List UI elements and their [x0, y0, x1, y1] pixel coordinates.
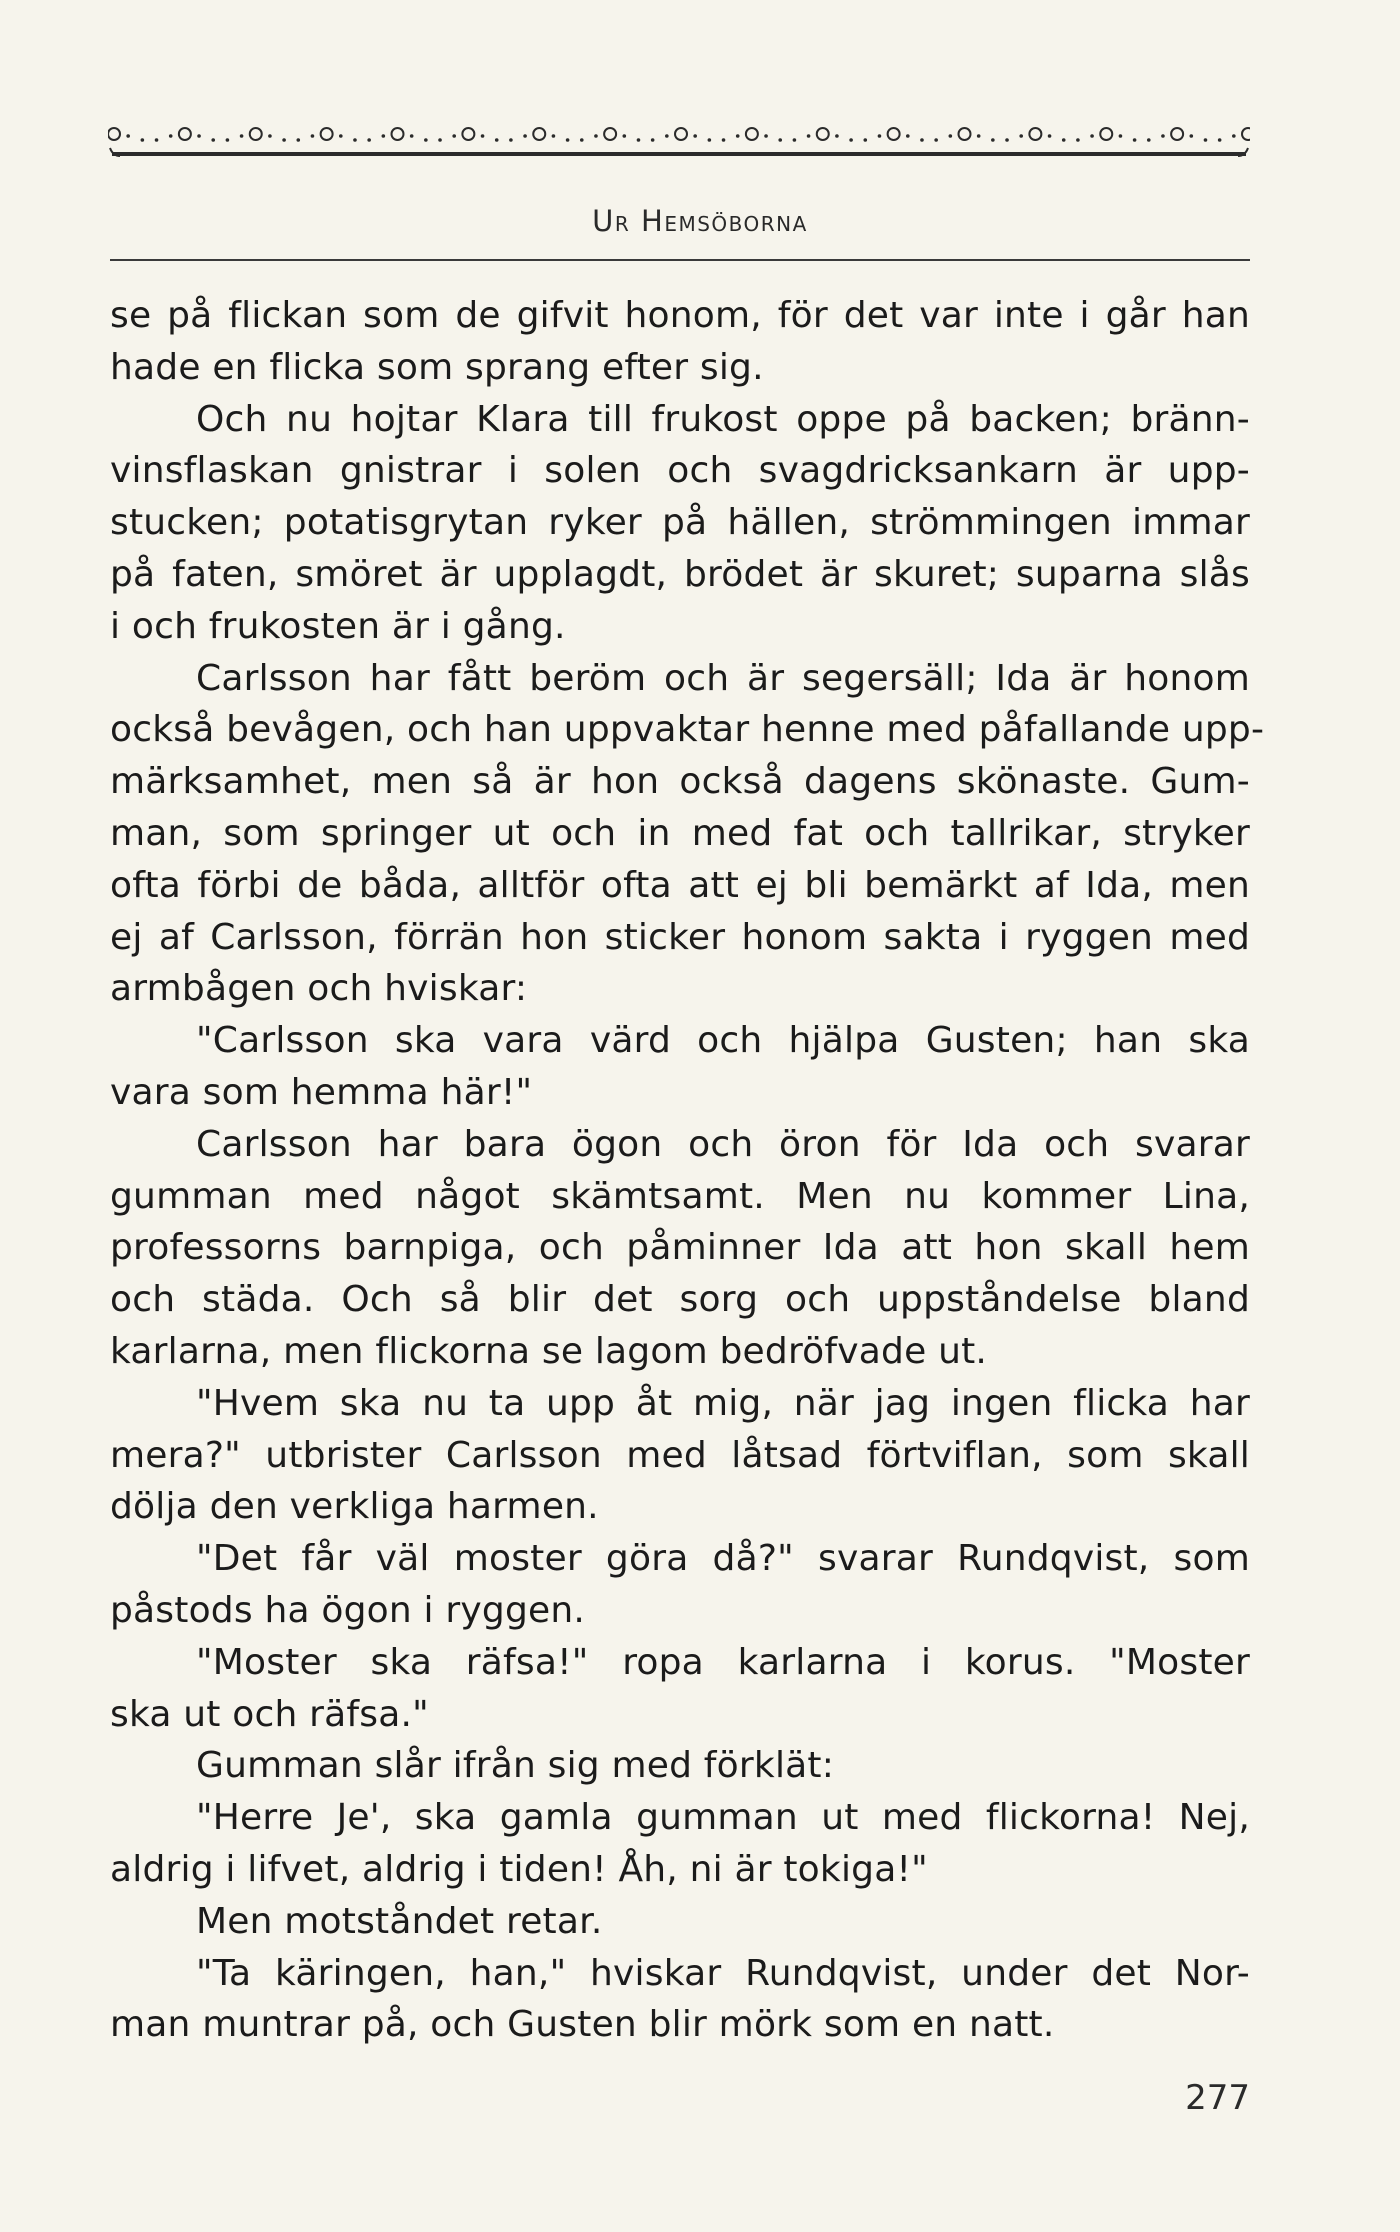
text-line: se på flickan som de gifvit honom, för det var inte i går han	[110, 295, 1250, 336]
dotted-chain-border-icon	[108, 112, 1250, 168]
ornament-dot	[977, 134, 981, 138]
text-line: på faten, smöret är upplagdt, brödet är skuret; suparna slås	[110, 553, 1250, 595]
ornament-ring	[1029, 128, 1041, 140]
ornament-dot	[920, 138, 924, 142]
text-line: "Hvem ska nu ta upp åt mig, när jag ingen flicka har	[196, 1382, 1250, 1424]
text-line: i och frukosten är i gång.	[110, 605, 566, 647]
text-line: man muntrar på, och Gusten blir mörk som en natt.	[110, 2004, 1055, 2046]
ornament-ring	[392, 128, 404, 140]
ornament-dot	[552, 134, 556, 138]
ornament-dot	[1048, 134, 1052, 138]
ornament-dot	[1133, 138, 1137, 142]
ornament-dot	[665, 134, 669, 138]
ornament-ring	[888, 128, 900, 140]
text-line: Carlsson har fått beröm och är segersäll; Ida är honom	[196, 657, 1250, 699]
ornament-ring	[1171, 128, 1183, 140]
ornament-dot	[906, 134, 910, 138]
ornament-dot	[424, 138, 428, 142]
ornament-dot	[126, 134, 130, 138]
ornament-dot	[835, 134, 839, 138]
text-line: Gumman slår ifrån sig med förklät:	[196, 1745, 835, 1787]
ornament-dot	[708, 138, 712, 142]
ornament-dot	[849, 138, 853, 142]
ornament-dot	[268, 134, 272, 138]
ornament-dot	[736, 134, 740, 138]
text-line: dölja den verkliga harmen.	[110, 1486, 599, 1528]
ornament-dot	[226, 138, 230, 142]
ornament-dot	[367, 138, 371, 142]
text-line: "Det får väl moster göra då?" svarar Rundqvist, som	[196, 1538, 1250, 1580]
ornament-dot	[1190, 134, 1194, 138]
ornament-dot	[1161, 134, 1165, 138]
ornament-dot	[339, 134, 343, 138]
text-line: påstods ha ögon i ryggen.	[110, 1589, 586, 1631]
ornament-dot	[296, 138, 300, 142]
text-line: hade en flicka som sprang efter sig.	[110, 346, 764, 388]
text-line: "Moster ska räfsa!" ropa karlarna i korus. "Moster	[196, 1641, 1250, 1683]
text-line: ska ut och räfsa."	[110, 1693, 429, 1735]
text-line: märksamhet, men så är hon också dagens skönaste. Gum-	[110, 761, 1250, 803]
ornament-dot	[1062, 138, 1066, 142]
ornament-ring	[462, 128, 474, 140]
ornament-ring	[746, 128, 758, 140]
ornament-ring	[250, 128, 262, 140]
ornament-dot	[693, 134, 697, 138]
ornament-dot	[1147, 138, 1151, 142]
ornament-dot	[282, 138, 286, 142]
running-header	[0, 204, 1400, 238]
text-line: Men motståndet retar.	[196, 1900, 603, 1942]
text-line: aldrig i lifvet, aldrig i tiden! Åh, ni är tokiga!"	[110, 1848, 928, 1890]
text-line: vara som hemma här!"	[110, 1071, 533, 1113]
text-line: karlarna, men flickorna se lagom bedröfvade ut.	[110, 1330, 988, 1372]
ornament-dot	[481, 134, 485, 138]
text-line: professorns barnpiga, och påminner Ida att hon skall hem	[110, 1227, 1250, 1269]
ornament-ring	[817, 128, 829, 140]
ornament-dot	[438, 138, 442, 142]
text-line: mera?" utbrister Carlsson med låtsad förtviflan, som skall	[110, 1434, 1250, 1476]
ornament-dot	[410, 134, 414, 138]
text-line: man, som springer ut och in med fat och tallrikar, stryker	[110, 812, 1250, 854]
ornament-dot	[863, 138, 867, 142]
ornament-ring	[108, 128, 120, 140]
ornament-dot	[594, 134, 598, 138]
ornament-dot	[141, 138, 145, 142]
ornament-ring	[179, 128, 191, 140]
running-header-text: Ur Hemsöborna	[592, 204, 808, 238]
ornament-dot	[878, 134, 882, 138]
body-text	[110, 290, 1265, 2051]
ornament-dot	[353, 138, 357, 142]
text-line: ej af Carlsson, förrän hon sticker honom sakta i ryggen med	[110, 916, 1250, 958]
text-line: gumman med något skämtsamt. Men nu kommer Lina,	[110, 1175, 1250, 1217]
ornament-dot	[934, 138, 938, 142]
ornament-dot	[495, 138, 499, 142]
ornament-dot	[240, 134, 244, 138]
ornament-ring	[959, 128, 971, 140]
ornament-dot	[623, 134, 627, 138]
ornament-ring	[1242, 128, 1250, 140]
text-line: och städa. Och så blir det sorg och uppståndelse bland	[110, 1279, 1250, 1321]
text-line: vinsflaskan gnistrar i solen och svagdricksankarn är upp-	[110, 450, 1250, 492]
ornament-dot	[211, 138, 215, 142]
text-line: "Carlsson ska vara värd och hjälpa Gusten; han ska	[196, 1020, 1250, 1062]
page-number: 277	[1185, 2078, 1250, 2118]
ornament-dot	[764, 134, 768, 138]
ornament-ring	[533, 128, 545, 140]
text-line: armbågen och hviskar:	[110, 968, 528, 1010]
ornament-ring	[675, 128, 687, 140]
ornament-dot	[1005, 138, 1009, 142]
ornament-dot	[311, 134, 315, 138]
ornament-dot	[452, 134, 456, 138]
ornament-dot	[1019, 134, 1023, 138]
ornament-dot	[949, 134, 953, 138]
ornament-dot	[566, 138, 570, 142]
ornament-dot	[1119, 134, 1123, 138]
ornament-dot	[523, 134, 527, 138]
ornament-dot	[1090, 134, 1094, 138]
ornament-dot	[169, 134, 173, 138]
ornament-dot	[509, 138, 513, 142]
ornament-dot	[1232, 134, 1236, 138]
ornament-ring	[604, 128, 616, 140]
ornament-dot	[580, 138, 584, 142]
text-line: "Herre Je', ska gamla gumman ut med flickorna! Nej,	[196, 1797, 1250, 1839]
ornament-ring	[1100, 128, 1112, 140]
ornament-dot	[197, 134, 201, 138]
ornament-dot	[1076, 138, 1080, 142]
text-line: "Ta käringen, han," hviskar Rundqvist, under det Nor-	[196, 1952, 1250, 1994]
ornament-dot	[1204, 138, 1208, 142]
text-line: ofta förbi de båda, alltför ofta att ej bli bemärkt af Ida, men	[110, 864, 1250, 906]
text-line: Och nu hojtar Klara till frukost oppe på backen; bränn-	[196, 398, 1250, 440]
text-line: stucken; potatisgrytan ryker på hällen, strömmingen immar	[110, 502, 1250, 544]
text-line: också bevågen, och han uppvaktar henne med påfallande upp-	[110, 709, 1265, 751]
ornament-dot	[991, 138, 995, 142]
ornament-ring	[321, 128, 333, 140]
ornament-dot	[382, 134, 386, 138]
ornament-dot	[793, 138, 797, 142]
ornament-dot	[637, 138, 641, 142]
ornament-dot	[778, 138, 782, 142]
ornament-dot	[155, 138, 159, 142]
ornament-dot	[1218, 138, 1222, 142]
text-line: Carlsson har bara ögon och öron för Ida och svarar	[196, 1123, 1250, 1165]
ornament-dot	[807, 134, 811, 138]
ornament-dot	[651, 138, 655, 142]
ornament-dot	[722, 138, 726, 142]
header-rule	[110, 259, 1250, 261]
